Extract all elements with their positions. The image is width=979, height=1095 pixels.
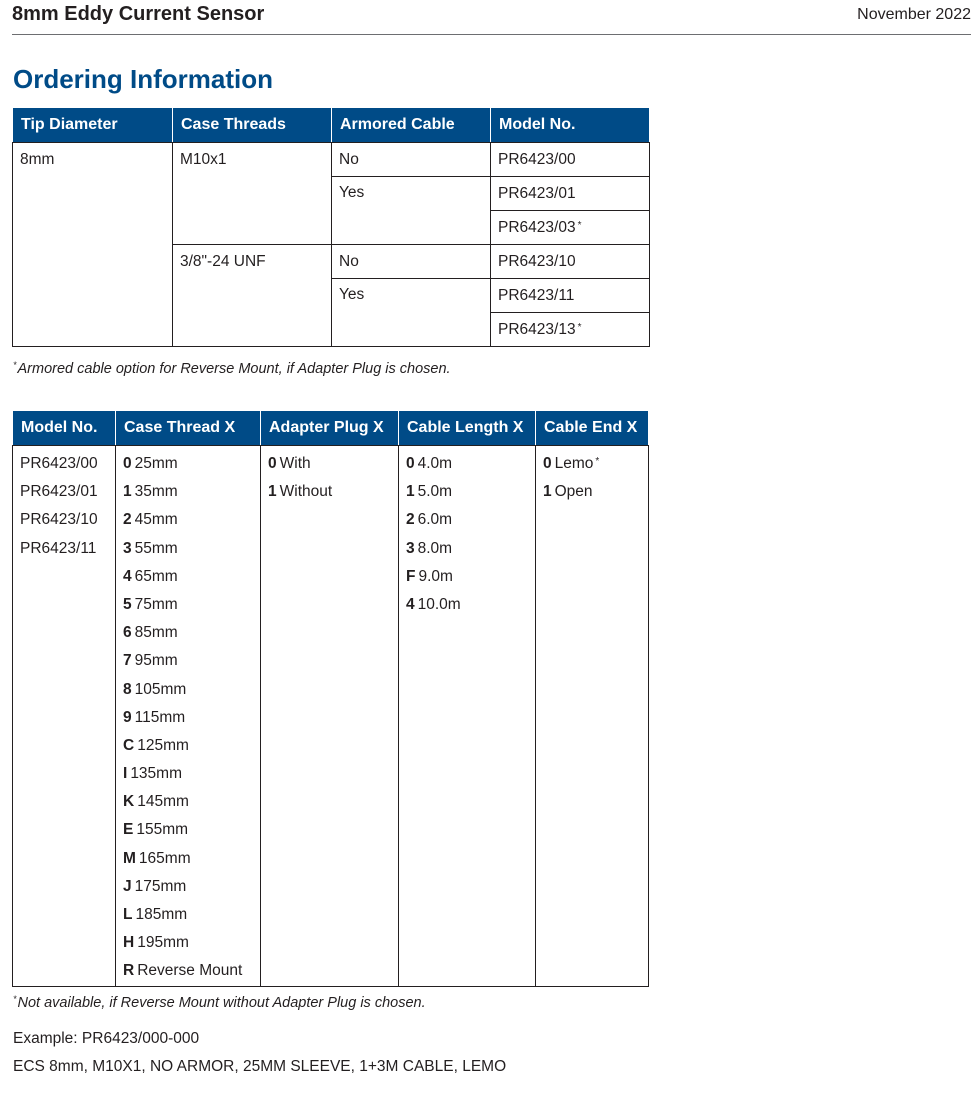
option-value: 85mm [134,624,178,642]
option-value: 9.0m [418,567,453,585]
case-thread-option [123,619,260,647]
footnote-text: Armored cable option for Reverse Mount, if Adapter Plug is chosen. [17,361,451,377]
table-row [13,143,650,177]
column-header: Case Threads [173,108,332,143]
option-value: 45mm [134,511,178,529]
option-code: E [123,821,134,839]
case-thread-option [123,788,260,816]
option-value: 55mm [134,539,178,557]
model-number-column [13,446,116,987]
adapter-plug-option [268,478,398,506]
case-thread-option [123,478,260,506]
option-code: F [406,567,416,585]
case-thread-option [123,957,260,985]
option-value: 6.0m [417,511,453,529]
model-number-cell: PR6423/11 [491,279,650,313]
option-code: M [123,849,136,867]
cable-length-option [406,450,535,478]
option-code: 1 [123,483,132,501]
column-header: Case Thread X [116,411,261,446]
table-row [13,446,649,987]
model-number-item: PR6423/11 [20,539,97,557]
model-number-cell: PR6423/00 [491,143,650,177]
option-value: 35mm [134,483,178,501]
option-value: 195mm [137,934,189,952]
cable-end-option [543,478,648,506]
cable-length-option [406,478,535,506]
case-thread-option [123,647,260,675]
case-thread-option [123,535,260,563]
option-value: 135mm [130,765,182,783]
option-value: 10.0m [417,595,461,613]
option-value: 4.0m [417,455,453,472]
option-value: 105mm [134,680,187,698]
footnote-lemo [13,995,426,1011]
model-number-cell [491,313,650,347]
cable-length-option [406,535,535,563]
table-header-row [13,108,650,143]
footnote-text: Not available, if Reverse Mount without Adapter Plug is chosen. [17,995,426,1011]
option-value: With [279,455,311,472]
option-code: 3 [406,539,415,557]
cable-length-column [399,446,536,987]
cable-length-option [406,591,535,619]
case-thread-option [123,676,260,704]
option-code: 5 [123,595,132,613]
case-thread-option [123,873,260,901]
column-header: Model No. [491,108,650,143]
option-value: 145mm [137,793,189,811]
case-thread-cell: 3/8"-24 UNF [173,245,332,347]
option-code: I [123,765,128,783]
option-value: Without [279,483,333,501]
asterisk-mark: * [577,322,582,333]
armored-cable-cell: Yes [332,177,491,245]
example-model: Example: PR6423/000-000 [13,1030,200,1047]
option-value: 115mm [134,708,186,726]
option-code: L [123,906,133,923]
option-code: H [123,934,135,952]
option-code: 0 [406,455,415,472]
option-code: 3 [123,539,132,557]
model-number-cell [491,211,650,245]
case-thread-cell: M10x1 [173,143,332,245]
section-title: Ordering Information [13,64,273,94]
case-thread-option [123,816,260,844]
footnote-armored-cable [13,361,451,377]
cable-end-column [536,446,649,987]
column-header: Model No. [13,411,116,446]
option-code: 0 [268,455,277,472]
option-code: J [123,877,132,895]
ordering-table [12,107,650,347]
option-value: Lemo [554,455,594,472]
option-value: 5.0m [417,483,453,501]
case-thread-option [123,760,260,788]
option-code: 4 [123,567,132,585]
options-table [12,410,649,987]
option-value: 165mm [138,849,191,867]
option-value: 185mm [135,906,188,923]
asterisk-mark: * [13,994,17,1004]
model-number-item: PR6423/10 [20,511,98,529]
page-header [12,0,971,35]
document-date: November 2022 [857,6,971,23]
case-thread-option [123,901,260,929]
option-code: 2 [123,511,132,529]
option-code: 1 [268,483,277,501]
armored-cable-cell: No [332,143,491,177]
option-value: 175mm [134,877,187,895]
option-code: 6 [123,624,132,642]
model-number-text: PR6423/03 [498,219,576,236]
asterisk-mark: * [595,456,600,467]
option-code: 8 [123,680,132,698]
model-number-text: PR6423/13 [498,321,576,338]
case-thread-option [123,563,260,591]
case-thread-option [123,732,260,760]
case-thread-option [123,506,260,534]
cable-length-option [406,506,535,534]
option-value: 8.0m [417,539,453,557]
cable-end-option [543,450,648,478]
option-value: 125mm [137,736,189,754]
model-number-item: PR6423/01 [20,483,98,501]
case-thread-option [123,450,260,478]
armored-cable-cell: Yes [332,279,491,347]
option-code: 0 [543,455,552,472]
case-thread-option [123,845,260,873]
column-header: Cable Length X [399,411,536,446]
table-header-row [13,411,649,446]
case-thread-column [116,446,261,987]
option-value: 65mm [134,567,178,585]
option-code: 4 [406,595,415,613]
option-value: Reverse Mount [137,962,243,980]
column-header: Armored Cable [332,108,491,143]
option-code: C [123,736,135,754]
option-value: 25mm [134,455,178,472]
option-code: 1 [543,483,552,501]
model-number-item: PR6423/00 [20,455,98,472]
model-number-cell: PR6423/01 [491,177,650,211]
column-header: Tip Diameter [13,108,173,143]
case-thread-option [123,591,260,619]
option-code: 2 [406,511,415,529]
option-code: 7 [123,652,132,670]
option-code: K [123,793,135,811]
case-thread-option [123,929,260,957]
option-code: R [123,962,135,980]
option-code: 9 [123,708,132,726]
adapter-plug-column [261,446,399,987]
asterisk-mark: * [577,220,582,231]
column-header: Cable End X [536,411,649,446]
option-value: 155mm [136,821,189,839]
case-thread-option [123,704,260,732]
model-number-cell: PR6423/10 [491,245,650,279]
document-title: 8mm Eddy Current Sensor [12,3,265,25]
option-value: 75mm [134,595,178,613]
option-value: Open [554,483,593,501]
tip-diameter-cell: 8mm [13,143,173,347]
armored-cable-cell: No [332,245,491,279]
option-code: 0 [123,455,132,472]
option-value: 95mm [134,652,178,670]
asterisk-mark: * [13,360,17,370]
cable-length-option [406,563,535,591]
example-description: ECS 8mm, M10X1, NO ARMOR, 25MM SLEEVE, 1+3M CABLE, LEMO [13,1058,507,1075]
adapter-plug-option [268,450,398,478]
option-code: 1 [406,483,415,501]
column-header: Adapter Plug X [261,411,399,446]
